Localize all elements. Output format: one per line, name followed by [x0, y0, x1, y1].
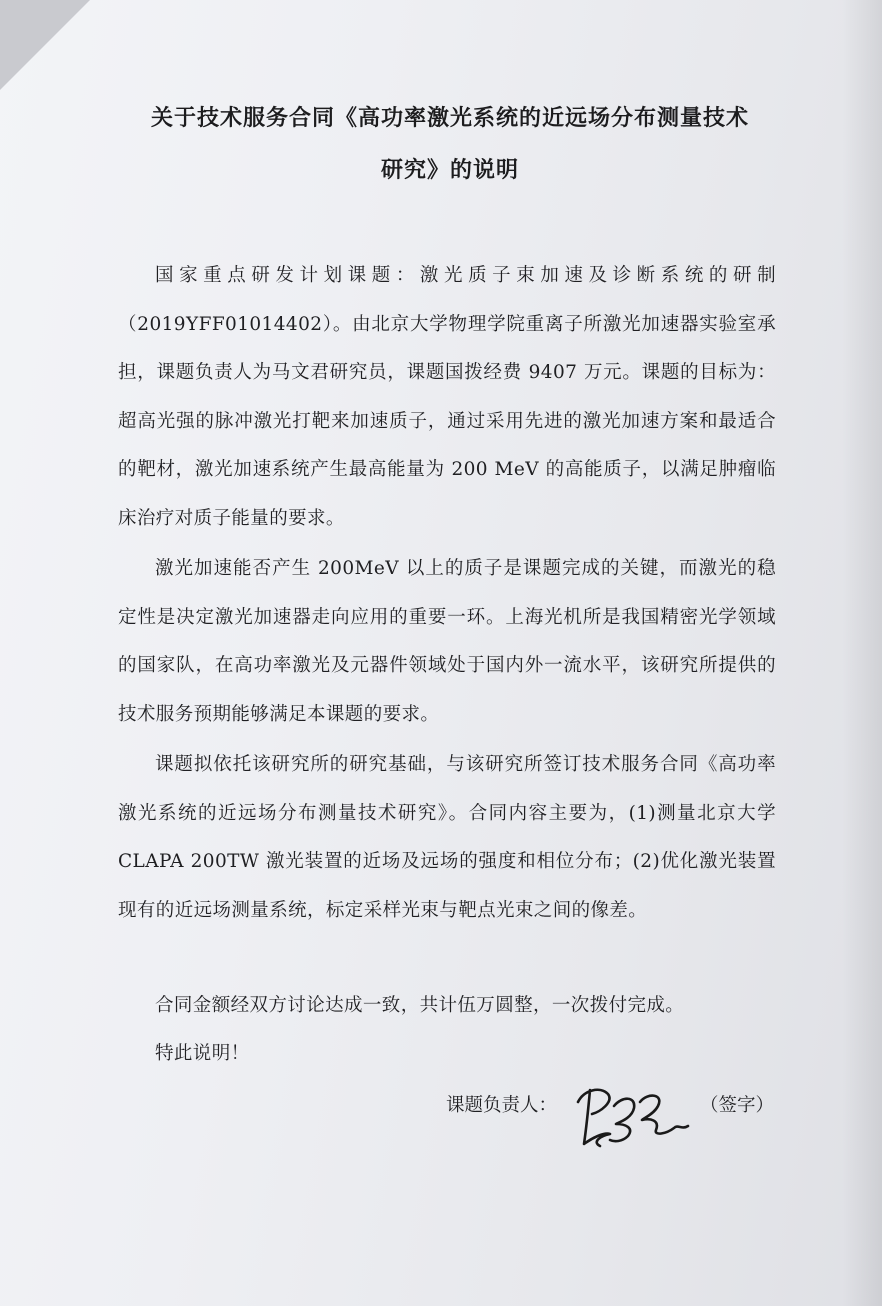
signer-label: 课题负责人： — [446, 1095, 558, 1116]
paragraph-project-intro: 国家重点研发计划课题：激光质子束加速及诊断系统的研制（2019YFF01014402）。由北京大学物理学院重离子所激光加速器实验室承担，课题负责人为马文君研究员，课题国拨经费 9407 万元。课题的目标为：超高光强的脉冲激光打靶来加速质子，通过采用先进的激光加速方案和最适合的靶材，激光加速系统产生最高能量为 200 MeV 的高能质子，以满足肿瘤临床治疗对质子能量的要求。 — [118, 265, 776, 529]
document-title-line2: 研究》的说明 — [380, 157, 519, 183]
document-title-line1: 关于技术服务合同《高功率激光系统的近远场分布测量技术 — [150, 105, 749, 131]
sign-note: （签字） — [700, 1095, 775, 1116]
page-corner-fold — [0, 0, 90, 90]
paragraph-laser-stability: 激光加速能否产生 200MeV 以上的质子是课题完成的关键，而激光的稳定性是决定激光加速器走向应用的重要一环。上海光机所是我国精密光学领域的国家队，在高功率激光及元器件领域处于国内外一流水平，该研究所提供的技术服务预期能够满足本课题的要求。 — [118, 558, 776, 725]
handwritten-signature — [570, 1072, 690, 1152]
paragraph-contract-content: 课题拟依托该研究所的研究基础，与该研究所签订技术服务合同《高功率激光系统的近远场分布测量技术研究》。合同内容主要为，(1)测量北京大学 CLAPA 200TW 激光装置的近场及远场的强度和相位分布；(2)优化激光装置现有的近远场测量系统，标定采样光束与靶点光束之间的像差。 — [118, 754, 776, 921]
paragraph-closing: 特此说明！ — [155, 1043, 250, 1064]
paragraph-contract-amount: 合同金额经双方讨论达成一致，共计伍万圆整，一次拨付完成。 — [155, 995, 685, 1016]
page-shadow — [842, 0, 882, 1306]
